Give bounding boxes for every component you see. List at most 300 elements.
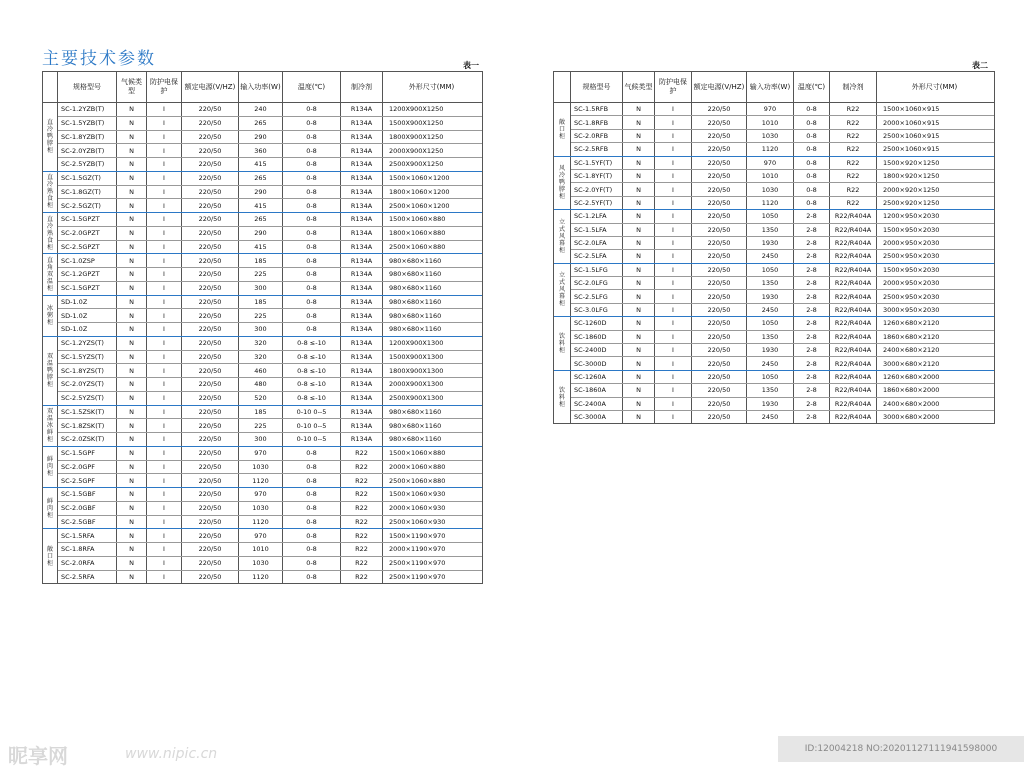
header-group-spacer [554, 72, 571, 102]
table-cell: SC-1860D [571, 331, 623, 343]
table-cell: 2-8 [794, 290, 830, 302]
table-cell: 1500×1060×1200 [389, 174, 450, 183]
table-cell: 360 [239, 144, 283, 157]
table-cell: 220/50 [182, 364, 239, 377]
table-cell: 0-8 [794, 183, 830, 195]
table-cell: SC-1.5LFG [571, 264, 623, 276]
table-cell: 0-8 [283, 268, 341, 281]
table-cell: 0-10 0--5 [283, 433, 341, 446]
table-row [58, 364, 482, 378]
table-cell: 0-8 [283, 323, 341, 336]
table-cell: I [655, 130, 692, 142]
table-cell: 0-8 [283, 131, 341, 144]
table-cell: 0-8 ≤-10 [283, 392, 341, 405]
table-cell: 1800×1060×880 [389, 229, 446, 238]
table-cell: 0-8 [794, 197, 830, 209]
table-row [571, 384, 994, 397]
table-cell: 290 [239, 227, 283, 240]
table-cell: 220/50 [692, 371, 747, 383]
table-cell: SC-1.2YZS(T) [58, 337, 117, 350]
table-cell: 1500×1190×970 [389, 531, 446, 540]
table-cell: 415 [239, 199, 283, 212]
table-cell: N [117, 447, 147, 460]
table-row [58, 144, 482, 158]
table-cell: 0-10 0--5 [283, 406, 341, 419]
table-cell: N [623, 264, 655, 276]
table-cell: 0-8 [794, 130, 830, 142]
table-cell: R22 [830, 130, 877, 142]
table-row [58, 543, 482, 557]
table-cell: SC-2.0LFG [571, 277, 623, 289]
table-cell: 1500X900X1300 [389, 352, 444, 361]
watermark-url: www.nipic.cn [125, 746, 218, 762]
table-cell: SC-2.5RFB [571, 143, 623, 155]
product-group [554, 371, 994, 424]
table-cell: 220/50 [692, 116, 747, 128]
table-cell: N [117, 282, 147, 295]
table-cell: 0-8 [283, 447, 341, 460]
table-cell: I [147, 268, 182, 281]
table-cell: SC-1.5LFA [571, 224, 623, 236]
table-cell: 2-8 [794, 250, 830, 262]
table-cell: 1350 [747, 331, 794, 343]
group-name: 冰粥柜 [43, 296, 58, 336]
table-cell: 2400×680×2120 [883, 346, 940, 355]
table-cell: 1260×680×2120 [883, 319, 940, 328]
table-cell: 0-8 [283, 543, 341, 556]
table-cell: SC-1260D [571, 317, 623, 329]
table-cell: 220/50 [182, 323, 239, 336]
table-cell: 2450 [747, 304, 794, 316]
table-cell: R134A [341, 117, 383, 130]
table-cell: 1050 [747, 210, 794, 222]
table-cell: 1800×920×1250 [883, 172, 940, 181]
table-cell: 220/50 [692, 411, 747, 423]
table-row [571, 116, 994, 129]
table-cell: N [623, 250, 655, 262]
table-cell: R22/R404A [830, 237, 877, 249]
table-cell: 0-8 [283, 488, 341, 501]
column-header: 防护电保护 [147, 72, 182, 102]
table-cell: SC-1.5GZ(T) [58, 172, 117, 185]
table-cell: R22/R404A [830, 398, 877, 410]
table-row [571, 183, 994, 196]
table-cell: 0-10 0--5 [283, 419, 341, 432]
table-cell: SC-2.5GPF [58, 474, 117, 487]
table-cell: R134A [341, 254, 383, 267]
table-cell: 2-8 [794, 344, 830, 356]
table-cell: R134A [341, 337, 383, 350]
table-cell: I [655, 250, 692, 262]
table-cell: 2500×1060×1200 [389, 201, 450, 210]
table-cell: N [623, 210, 655, 222]
table-cell: R134A [341, 282, 383, 295]
table-cell: SC-1.5GPF [58, 447, 117, 460]
table-cell: 220/50 [182, 103, 239, 116]
table-cell: 220/50 [182, 309, 239, 322]
table-cell: 980×680×1160 [389, 284, 442, 293]
table-cell: 2500×1060×915 [883, 145, 940, 154]
table-cell: 2000×1060×915 [883, 118, 940, 127]
watermark-logo: 昵享网 [8, 744, 68, 768]
product-group [554, 264, 994, 318]
table-cell: R134A [341, 323, 383, 336]
table-cell: 220/50 [182, 461, 239, 474]
table-cell: 2500×1190×970 [389, 559, 446, 568]
table-cell: 0-8 [283, 571, 341, 584]
table-cell: 220/50 [692, 384, 747, 396]
table-row [58, 323, 482, 336]
table-cell: 980×680×1160 [389, 270, 442, 279]
table-cell: I [655, 357, 692, 369]
table-cell: 220/50 [182, 254, 239, 267]
table-cell: I [655, 411, 692, 423]
table-cell: 1030 [747, 130, 794, 142]
table-cell: N [623, 103, 655, 115]
table-cell: 0-8 [794, 116, 830, 128]
column-header: 外形尺寸(MM) [911, 82, 958, 91]
table-cell: 220/50 [182, 227, 239, 240]
table-cell: N [117, 529, 147, 542]
product-group [43, 103, 482, 172]
table-row [58, 461, 482, 475]
table-cell: 220/50 [182, 199, 239, 212]
table-cell: 2-8 [794, 317, 830, 329]
table-cell: R134A [341, 131, 383, 144]
table-cell: 220/50 [692, 143, 747, 155]
column-header: 规格型号 [571, 72, 623, 102]
table-cell: I [147, 461, 182, 474]
table-cell: 0-8 [794, 157, 830, 169]
table-cell: R22/R404A [830, 357, 877, 369]
table-cell: SC-3000A [571, 411, 623, 423]
table-cell: R134A [341, 351, 383, 364]
table-row [571, 317, 994, 330]
table-cell: R134A [341, 213, 383, 226]
table-cell: SC-1.8ZSK(T) [58, 419, 117, 432]
table-cell: 970 [239, 447, 283, 460]
table-row [571, 357, 994, 369]
table-cell: 0-8 [283, 227, 341, 240]
table-cell: N [117, 433, 147, 446]
table-cell: 415 [239, 158, 283, 171]
table-cell: N [623, 371, 655, 383]
table-cell: I [147, 406, 182, 419]
table-cell: 1030 [239, 461, 283, 474]
table-row [58, 227, 482, 241]
table-cell: 300 [239, 323, 283, 336]
table-cell: SC-1.8RFB [571, 116, 623, 128]
table-row [58, 296, 482, 310]
table-cell: SC-1.5GPZT [58, 213, 117, 226]
table-row [571, 371, 994, 384]
table-cell: N [623, 331, 655, 343]
table-cell: I [147, 488, 182, 501]
table-row [58, 309, 482, 323]
table-cell: N [117, 186, 147, 199]
group-name: 鲜肉柜 [43, 447, 58, 487]
column-header: 外形尺寸(MM) [408, 82, 455, 91]
table-cell: R134A [341, 172, 383, 185]
table-cell: 2450 [747, 357, 794, 369]
column-header: 制冷剂 [830, 72, 877, 102]
table-cell: 220/50 [182, 144, 239, 157]
table-cell: 220/50 [692, 183, 747, 195]
table-cell: 0-8 [283, 172, 341, 185]
table-cell: I [655, 344, 692, 356]
column-header: 温度(℃) [283, 72, 341, 102]
table-cell: 220/50 [182, 241, 239, 254]
table-cell: 0-8 [283, 254, 341, 267]
table-cell: 240 [239, 103, 283, 116]
table-cell: SC-1.2LFA [571, 210, 623, 222]
table-cell: SC-2.5LFA [571, 250, 623, 262]
table-cell: I [147, 433, 182, 446]
table-cell: N [117, 172, 147, 185]
table-cell: SC-2.0RFB [571, 130, 623, 142]
table-cell: SC-2.5GZ(T) [58, 199, 117, 212]
table-cell: 1350 [747, 277, 794, 289]
table-cell: SC-2.0GPZT [58, 227, 117, 240]
table-cell: 0-8 [283, 241, 341, 254]
table-cell: R134A [341, 296, 383, 309]
table-cell: N [117, 474, 147, 487]
table-cell: 220/50 [692, 277, 747, 289]
table-cell: R22 [341, 488, 383, 501]
group-name: 饮料柜 [554, 317, 571, 370]
group-name: 双温鸭脖柜 [43, 337, 58, 405]
table-cell: 0-8 [283, 502, 341, 515]
header-group-spacer [43, 72, 58, 102]
table-cell: 2-8 [794, 210, 830, 222]
product-group [43, 337, 482, 406]
table-cell: I [655, 103, 692, 115]
column-header: 制冷剂 [341, 72, 383, 102]
table-cell: SC-1.2GPZT [58, 268, 117, 281]
table-cell: R22 [341, 502, 383, 515]
table-cell: SC-1.8RFA [58, 543, 117, 556]
table-cell: 220/50 [692, 130, 747, 142]
table-cell: SC-1.5ZSK(T) [58, 406, 117, 419]
table-cell: SD-1.0Z [58, 296, 117, 309]
table-cell: 1260×680×2000 [883, 373, 940, 381]
group-name: 双温冰鲜柜 [43, 406, 58, 446]
table-cell: R22/R404A [830, 210, 877, 222]
table-cell: 2000×1190×970 [389, 545, 446, 554]
table-cell: R22/R404A [830, 250, 877, 262]
table-cell: R22/R404A [830, 290, 877, 302]
table-cell: 3000×680×2120 [883, 359, 940, 368]
group-name: 直冷熟食柜 [43, 213, 58, 253]
page-title: 主要技术参数 [42, 49, 156, 69]
table-cell: N [117, 557, 147, 570]
table-cell: I [147, 502, 182, 515]
group-name: 鲜肉柜 [43, 488, 58, 528]
table-cell: 1050 [747, 264, 794, 276]
table-cell: I [147, 254, 182, 267]
column-header: 防护电保护 [655, 72, 692, 102]
table-cell: 185 [239, 296, 283, 309]
table-cell: N [117, 571, 147, 584]
table-cell: 2500×1060×915 [883, 131, 940, 140]
table-cell: 0-8 [283, 529, 341, 542]
table-cell: SC-1.8GZ(T) [58, 186, 117, 199]
table-cell: 220/50 [692, 290, 747, 302]
table-cell: 0-8 ≤-10 [283, 351, 341, 364]
table-cell: 0-8 [283, 474, 341, 487]
table-cell: R22 [341, 571, 383, 584]
table-cell: SC-2.0RFA [58, 557, 117, 570]
table-cell: SD-1.0Z [58, 309, 117, 322]
table-cell: 0-8 [283, 296, 341, 309]
table-cell: 220/50 [692, 250, 747, 262]
table-cell: SC-2.5GPZT [58, 241, 117, 254]
table-cell: N [117, 241, 147, 254]
table-cell: SC-2.5GBF [58, 516, 117, 529]
table-cell: 220/50 [182, 488, 239, 501]
table-cell: SC-2.0YZB(T) [58, 144, 117, 157]
table-cell: SC-1.5YZB(T) [58, 117, 117, 130]
table-cell: 220/50 [182, 474, 239, 487]
table-cell: 2-8 [794, 398, 830, 410]
table-cell: 220/50 [182, 282, 239, 295]
table-cell: 220/50 [182, 131, 239, 144]
table-cell: N [117, 543, 147, 556]
table-cell: 2500X900X1300 [389, 394, 444, 403]
table-cell: N [623, 384, 655, 396]
table-cell: 0-8 [283, 516, 341, 529]
table-cell: R134A [341, 268, 383, 281]
table-cell: 290 [239, 131, 283, 144]
table-cell: 220/50 [182, 543, 239, 556]
table-cell: 220/50 [182, 268, 239, 281]
table-cell: I [147, 227, 182, 240]
table-row [571, 210, 994, 223]
table-cell: R22/R404A [830, 331, 877, 343]
table-cell: I [655, 371, 692, 383]
table-row [58, 571, 482, 584]
table-cell: R134A [341, 158, 383, 171]
table-row [571, 411, 994, 423]
table-cell: I [655, 197, 692, 209]
table-cell: SC-1.8YF(T) [571, 170, 623, 182]
column-header: 输入功率(W) [747, 72, 794, 102]
table2-label: 表二 [972, 61, 988, 70]
table-row [571, 224, 994, 237]
group-name: 敞口柜 [554, 103, 571, 156]
table-cell: 2-8 [794, 331, 830, 343]
table-row [571, 290, 994, 303]
table-cell: I [655, 183, 692, 195]
table-cell: I [655, 237, 692, 249]
table-cell: 980×680×1160 [389, 297, 442, 306]
table-cell: 1010 [747, 170, 794, 182]
table-cell: 0-8 ≤-10 [283, 364, 341, 377]
table-cell: 1500×950×2030 [883, 225, 940, 234]
table-cell: 185 [239, 406, 283, 419]
table-row [58, 378, 482, 392]
table-cell: R134A [341, 144, 383, 157]
table-cell: 220/50 [182, 351, 239, 364]
table-row [58, 103, 482, 117]
table-cell: 220/50 [182, 516, 239, 529]
table-cell: 1120 [239, 571, 283, 584]
table-row [58, 241, 482, 254]
table-row [58, 502, 482, 516]
table-row [571, 170, 994, 183]
table-cell: SC-1.5GPZT [58, 282, 117, 295]
table-cell: 225 [239, 309, 283, 322]
table-cell: N [117, 103, 147, 116]
table-row [571, 157, 994, 170]
table-cell: I [147, 144, 182, 157]
table-cell: 220/50 [692, 331, 747, 343]
column-header: 额定电源(V/HZ) [182, 72, 239, 102]
table-cell: I [147, 309, 182, 322]
table-cell: I [147, 117, 182, 130]
table-cell: 1800X900X1300 [389, 366, 444, 375]
table-cell: 970 [747, 157, 794, 169]
table-cell: 2-8 [794, 411, 830, 423]
table-row [571, 264, 994, 277]
table-row [58, 557, 482, 571]
table-cell: 1200X900X1300 [389, 339, 444, 348]
table-cell: N [117, 364, 147, 377]
table-cell: 1010 [747, 116, 794, 128]
table-row [58, 172, 482, 186]
table-cell: R134A [341, 378, 383, 391]
table-cell: I [655, 317, 692, 329]
table-cell: SC-2.0LFA [571, 237, 623, 249]
table-cell: 1930 [747, 237, 794, 249]
table-cell: 1050 [747, 317, 794, 329]
table-cell: 2400×680×2000 [883, 399, 940, 408]
table-cell: R22/R404A [830, 371, 877, 383]
table-cell: N [117, 488, 147, 501]
table-cell: I [147, 158, 182, 171]
product-group [43, 406, 482, 447]
column-header: 规格型号 [58, 72, 117, 102]
table-row [571, 398, 994, 411]
table-cell: 1930 [747, 290, 794, 302]
table-cell: I [147, 351, 182, 364]
table-cell: 220/50 [692, 357, 747, 369]
table-cell: 0-8 [283, 117, 341, 130]
table-cell: SC-2.0YZS(T) [58, 378, 117, 391]
table-row [571, 277, 994, 290]
table-row [571, 197, 994, 209]
table-cell: 0-8 [283, 158, 341, 171]
table-cell: N [623, 237, 655, 249]
table-cell: 980×680×1160 [389, 421, 442, 430]
table-cell: N [117, 502, 147, 515]
table-cell: 2-8 [794, 224, 830, 236]
table-row [58, 158, 482, 171]
table-cell: N [623, 398, 655, 410]
table-cell: 1350 [747, 224, 794, 236]
table-cell: 1120 [747, 143, 794, 155]
table-cell: 220/50 [182, 213, 239, 226]
table-cell: 460 [239, 364, 283, 377]
table-cell: N [117, 227, 147, 240]
table-cell: 220/50 [182, 406, 239, 419]
table-cell: SC-1.5GBF [58, 488, 117, 501]
table-cell: N [623, 224, 655, 236]
table-cell: SC-1.5RFA [58, 529, 117, 542]
table-cell: R22 [341, 557, 383, 570]
table-cell: 220/50 [692, 264, 747, 276]
table-cell: 980×680×1160 [389, 435, 442, 444]
